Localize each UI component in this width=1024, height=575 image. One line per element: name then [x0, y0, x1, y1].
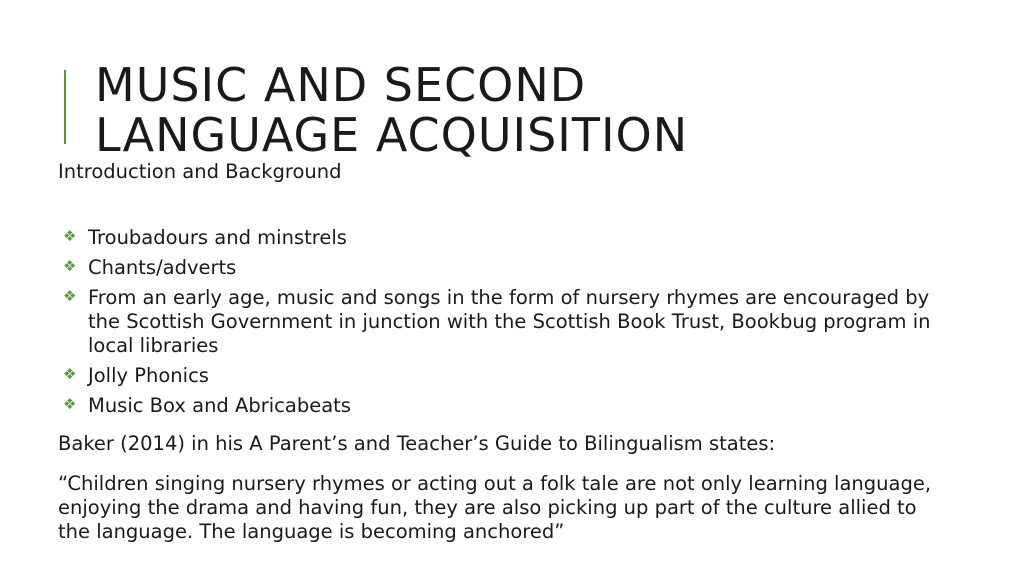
list-item	[58, 256, 938, 280]
citation-paragraph: Baker (2014) in his A Parent’s and Teacher’s Guide to Bilingualism states:	[58, 432, 776, 455]
bullet-text: Music Box and Abricabeats	[88, 394, 351, 417]
slide-title: MUSIC AND SECOND LANGUAGE ACQUISITION	[95, 58, 689, 162]
diamond-cluster-icon: ❖	[63, 365, 77, 383]
list-item	[58, 394, 938, 418]
bullet-text: From an early age, music and songs in the form of nursery rhymes are encouraged by the Scottish Government in junction with the Scottish Book Trust, Bookbug program in local libraries	[88, 286, 931, 357]
list-item	[58, 226, 938, 250]
diamond-cluster-icon: ❖	[63, 227, 77, 245]
slide-content	[58, 160, 938, 544]
bullet-text: Jolly Phonics	[88, 364, 209, 387]
diamond-cluster-icon: ❖	[63, 287, 77, 305]
list-item	[58, 364, 938, 388]
bullet-text: Troubadours and minstrels	[88, 226, 347, 249]
quote-paragraph: “Children singing nursery rhymes or acting out a folk tale are not only learning language, enjoying the drama and having fun, they are also picking up part of the culture allied to the language. The language is becoming anchored”	[58, 472, 932, 543]
list-item	[58, 286, 938, 358]
bullet-list	[58, 226, 938, 418]
diamond-cluster-icon: ❖	[63, 395, 77, 413]
title-accent-bar	[64, 70, 66, 144]
slide-subtitle: Introduction and Background	[58, 160, 342, 183]
diamond-cluster-icon: ❖	[63, 257, 77, 275]
bullet-text: Chants/adverts	[88, 256, 237, 279]
